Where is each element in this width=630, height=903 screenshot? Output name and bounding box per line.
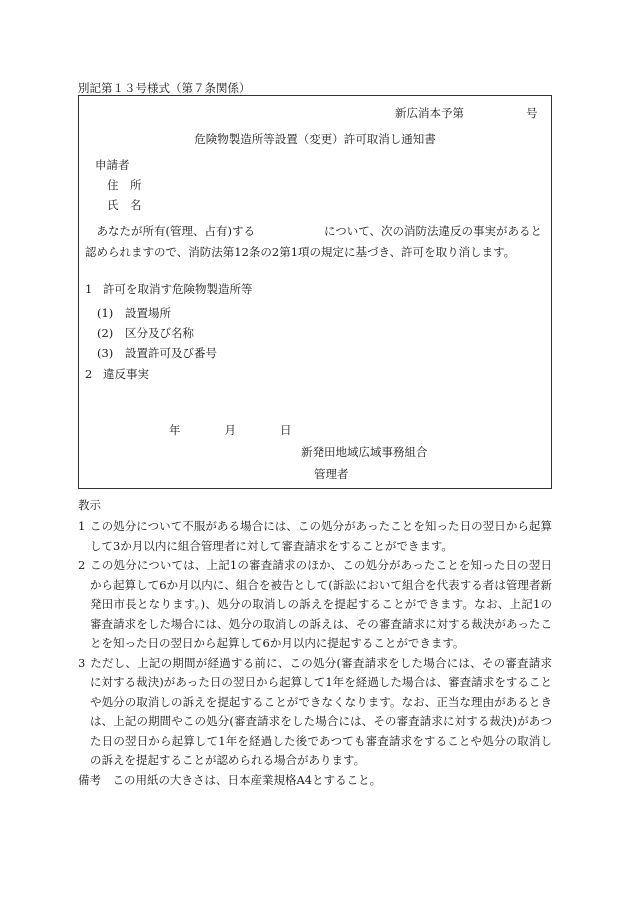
sub-item-3 [97, 346, 217, 360]
date-month: 月 [224, 423, 236, 437]
instruction-item-1 [78, 517, 552, 556]
instruction-text: この処分については、上記1の審査請求のほか、この処分があったことを知った日の翌日から起算して6か月以内に、組合を被告として(訴訟において組合を代表する者は管理者新発田市長となります。)、処分の取消しの訴えを提起することができます。なお、上記1の審査請求をした場合には、処分の取消しの訴えは、その審査請求に対する裁決があったことを知った日の翌日から起算して6か月以内に提起することができます。 [90, 558, 552, 650]
remark: 備考 この用紙の大きさは、日本産業規格A4とすること。 [78, 772, 382, 787]
sub-item-number: (1) [97, 306, 114, 320]
instruction-number: 1 [78, 519, 86, 533]
date-day: 日 [280, 423, 292, 437]
sub-item-1 [97, 306, 171, 320]
instruction-item-3 [78, 654, 552, 771]
instruction-number: 3 [78, 655, 86, 670]
issuer-title: 管理者 [314, 467, 349, 481]
reference-number: 新広消本予第 [395, 106, 464, 120]
applicant-label: 申請者 [95, 158, 130, 172]
instruction-number: 2 [78, 558, 86, 572]
instruction-text: この処分について不服がある場合には、この処分があったことを知った日の翌日から起算して3か月以内に組合管理者に対して審査請求をすることができます。 [90, 519, 552, 553]
section-label: 許可を取消す危険物製造所等 [103, 282, 253, 296]
date-line [169, 423, 292, 437]
instruction-item-2 [78, 556, 552, 654]
instruction-text: ただし、上記の期間が経過する前に、この処分(審査請求をした場合には、その審査請求に対する裁決)があった日の翌日から起算して1年を経過した場合は、審査請求をすることや処分の取消しの訴えを提起することができなくなります。なお、正当な理由があるときは、上記の期間やこの処分(審査請求をした場合には、その審査請求に対する裁決)があつた日の翌日から起算して1年を経過した後であつても審査請求をすることや処分の取消しの訴えを提起することが認められる場合があります。 [90, 655, 552, 767]
applicant-name-label: 氏 名 [107, 198, 142, 212]
sub-item-number: (3) [97, 346, 114, 360]
form-label: 別記第１３号様式（第７条関係） [78, 81, 251, 95]
instructions-heading: 教示 [78, 498, 101, 512]
notice-frame [78, 95, 552, 489]
notice-body-text: あなたが所有(管理、占有)する について、次の消防法違反の事実があると認められますので、消防法第12条の2第1項の規定に基づき、許可を取り消します。 [85, 224, 543, 259]
sub-item-label: 設置場所 [125, 306, 171, 320]
reference-suffix: 号 [526, 106, 538, 120]
section-label: 違反事実 [103, 367, 149, 381]
section-number: 2 [85, 367, 93, 381]
document-title: 危険物製造所等設置（変更）許可取消し通知書 [194, 132, 436, 146]
issuer-organization: 新発田地域広域事務組合 [301, 445, 428, 459]
sub-item-label: 設置許可及び番号 [125, 346, 217, 360]
section-item-1 [85, 282, 253, 296]
instructions-section [78, 497, 552, 790]
sub-item-number: (2) [97, 326, 114, 340]
applicant-address-label: 住 所 [107, 178, 142, 192]
section-item-2 [85, 367, 149, 381]
sub-item-2 [97, 326, 194, 340]
date-year: 年 [169, 423, 181, 437]
sub-item-label: 区分及び名称 [125, 326, 194, 340]
section-number: 1 [85, 282, 93, 296]
